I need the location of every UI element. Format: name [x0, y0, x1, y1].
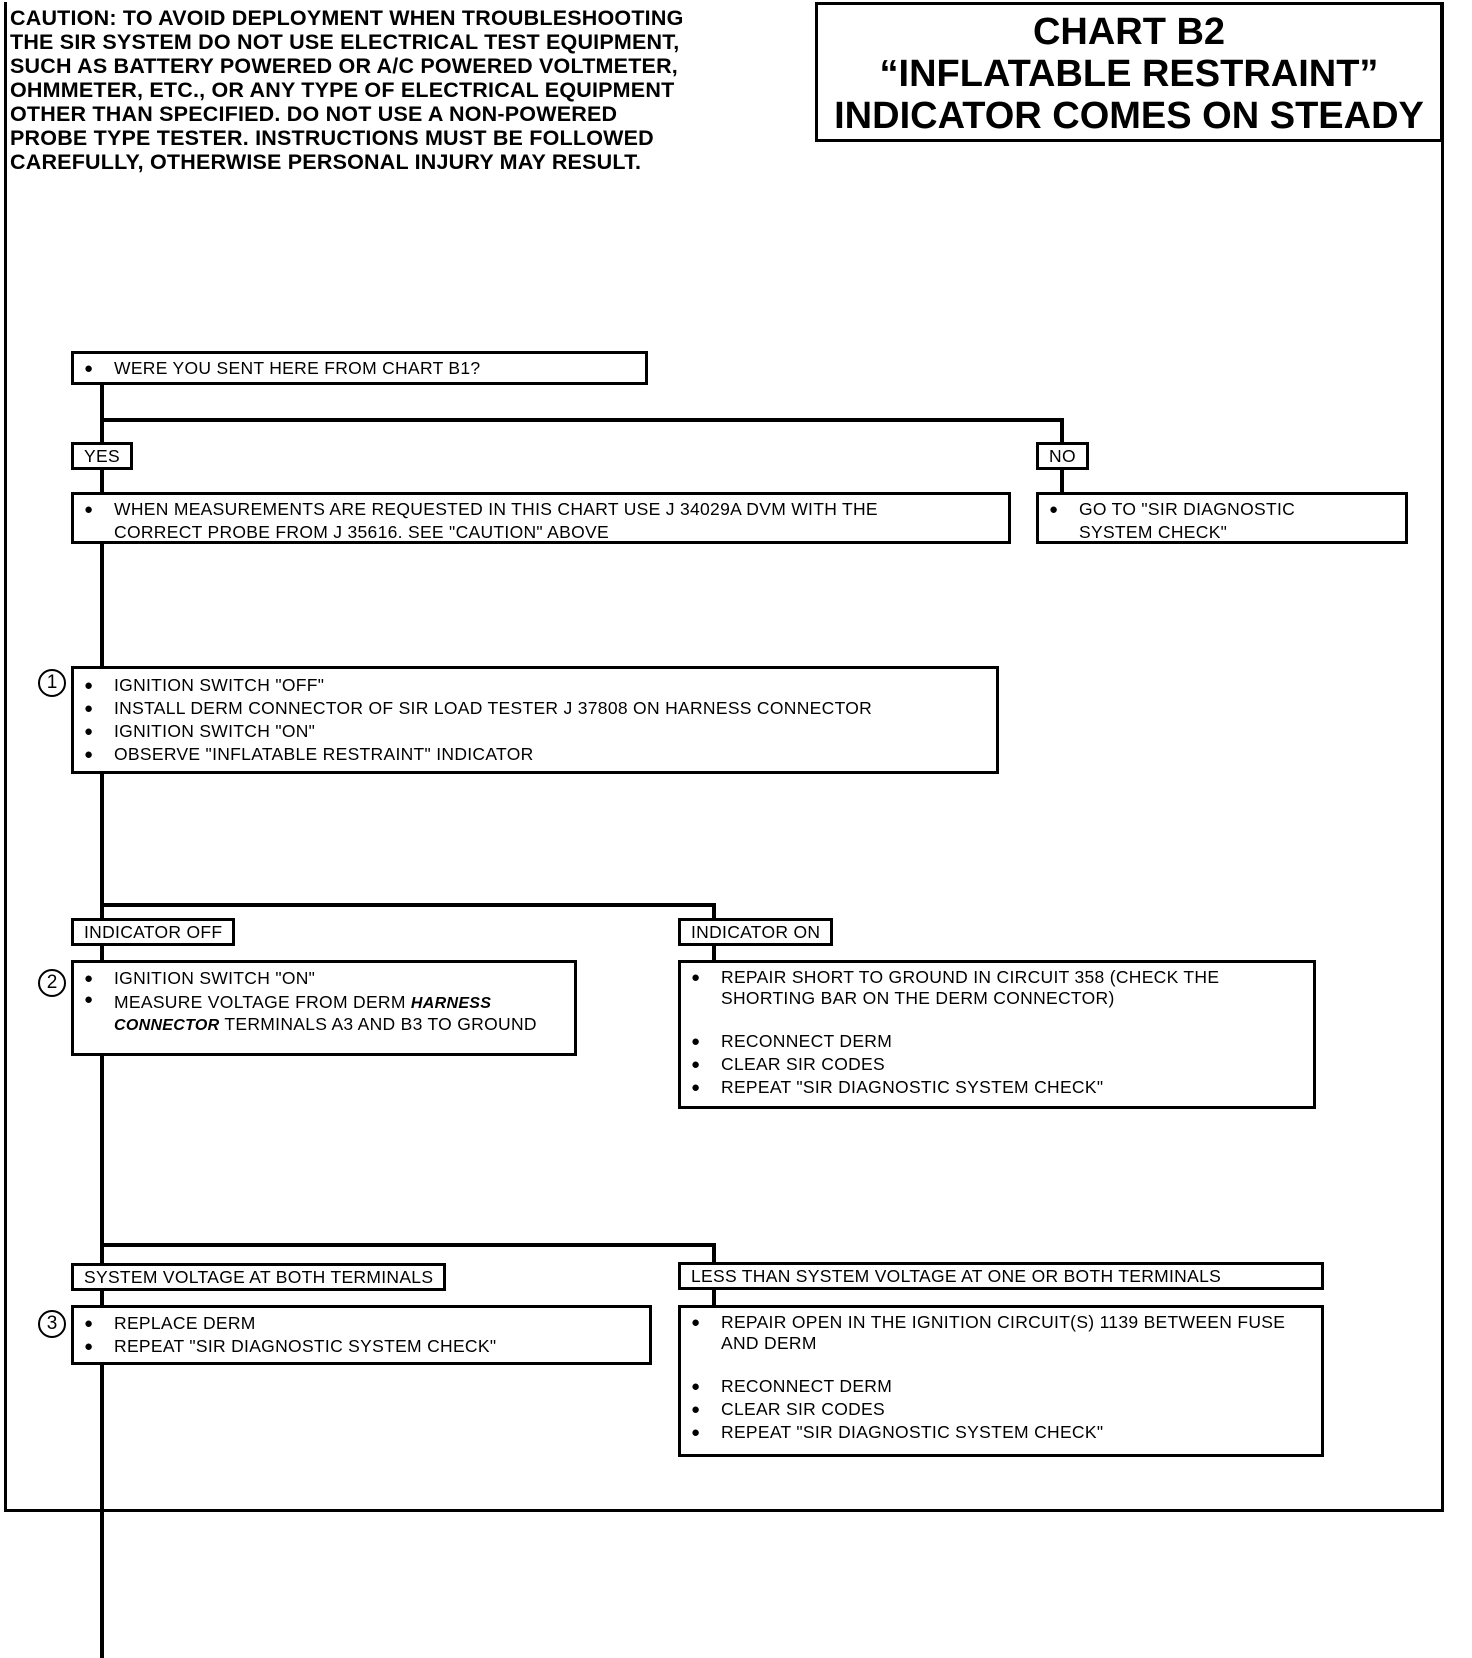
flow-line — [100, 903, 716, 907]
step2-item: ● IGNITION SWITCH "ON" — [74, 967, 574, 990]
no-instruction-box — [1036, 492, 1408, 544]
indicator-on-item: ● REPEAT "SIR DIAGNOSTIC SYSTEM CHECK" — [681, 1076, 1293, 1099]
less-voltage-item: ● CLEAR SIR CODES — [681, 1398, 1297, 1421]
yes-label: YES — [71, 442, 133, 470]
indicator-on-item: ● RECONNECT DERM — [681, 1030, 1293, 1053]
start-question: ● WERE YOU SENT HERE FROM CHART B1? — [74, 357, 645, 380]
step1-item: ● OBSERVE "INFLATABLE RESTRAINT" INDICATOR — [74, 743, 996, 766]
chart-title-box — [815, 2, 1443, 142]
chart-subtitle: “INFLATABLE RESTRAINT” — [879, 53, 1379, 95]
system-voltage-label: SYSTEM VOLTAGE AT BOTH TERMINALS — [71, 1263, 446, 1291]
indicator-on-item: ● REPAIR SHORT TO GROUND IN CIRCUIT 358 (CHECK THE SHORTING BAR ON THE DERM CONNECTOR) — [681, 967, 1293, 1009]
less-voltage-item: ● RECONNECT DERM — [681, 1375, 1297, 1398]
step3-box — [71, 1305, 652, 1365]
caution-line: PROBE TYPE TESTER. INSTRUCTIONS MUST BE FOLLOWED — [10, 126, 654, 150]
step-number-3: 3 — [38, 1310, 66, 1338]
caution-text — [10, 6, 810, 174]
step-number-1: 1 — [38, 669, 66, 697]
less-voltage-item: ● REPAIR OPEN IN THE IGNITION CIRCUIT(S) 1139 BETWEEN FUSE AND DERM — [681, 1312, 1297, 1354]
flow-line — [100, 1243, 716, 1247]
flow-line — [100, 418, 1064, 422]
less-voltage-label: LESS THAN SYSTEM VOLTAGE AT ONE OR BOTH TERMINALS — [678, 1262, 1324, 1290]
step1-item: ● INSTALL DERM CONNECTOR OF SIR LOAD TESTER J 37808 ON HARNESS CONNECTOR — [74, 697, 996, 720]
step1-box — [71, 666, 999, 774]
indicator-on-label: INDICATOR ON — [678, 918, 833, 946]
indicator-on-box — [678, 960, 1316, 1109]
indicator-off-label: INDICATOR OFF — [71, 918, 235, 946]
step3-item: ● REPLACE DERM — [74, 1312, 649, 1335]
no-instruction: ● GO TO "SIR DIAGNOSTIC SYSTEM CHECK" — [1039, 498, 1405, 544]
indicator-on-item: ● CLEAR SIR CODES — [681, 1053, 1293, 1076]
step2-item: ● MEASURE VOLTAGE FROM DERM HARNESS CONNECTOR TERMINALS A3 AND B3 TO GROUND — [74, 990, 574, 1036]
step3-item: ● REPEAT "SIR DIAGNOSTIC SYSTEM CHECK" — [74, 1335, 649, 1358]
step2-box — [71, 960, 577, 1056]
less-voltage-item: ● REPEAT "SIR DIAGNOSTIC SYSTEM CHECK" — [681, 1421, 1297, 1444]
step1-item: ● IGNITION SWITCH "OFF" — [74, 674, 996, 697]
less-voltage-box — [678, 1305, 1324, 1457]
caution-line: OHMMETER, ETC., OR ANY TYPE OF ELECTRICAL EQUIPMENT — [10, 78, 675, 102]
yes-instruction: ● WHEN MEASUREMENTS ARE REQUESTED IN THIS CHART USE J 34029A DVM WITH THE CORRECT PROBE FROM J 35616. SEE "CAUTION" ABOVE — [74, 498, 1008, 544]
step-number-2: 2 — [38, 969, 66, 997]
yes-instruction-box — [71, 492, 1011, 544]
caution-line: SUCH AS BATTERY POWERED OR A/C POWERED VOLTMETER, — [10, 54, 678, 78]
caution-line: CAUTION: TO AVOID DEPLOYMENT WHEN TROUBLESHOOTING — [10, 6, 684, 30]
no-label: NO — [1036, 442, 1089, 470]
chart-subtitle: INDICATOR COMES ON STEADY — [834, 95, 1424, 137]
step1-item: ● IGNITION SWITCH "ON" — [74, 720, 996, 743]
caution-line: THE SIR SYSTEM DO NOT USE ELECTRICAL TEST EQUIPMENT, — [10, 30, 680, 54]
start-question-box — [71, 351, 648, 385]
chart-title: CHART B2 — [1032, 11, 1226, 53]
caution-line: CAREFULLY, OTHERWISE PERSONAL INJURY MAY RESULT. — [10, 150, 642, 174]
caution-line: OTHER THAN SPECIFIED. DO NOT USE A NON-POWERED — [10, 102, 618, 126]
